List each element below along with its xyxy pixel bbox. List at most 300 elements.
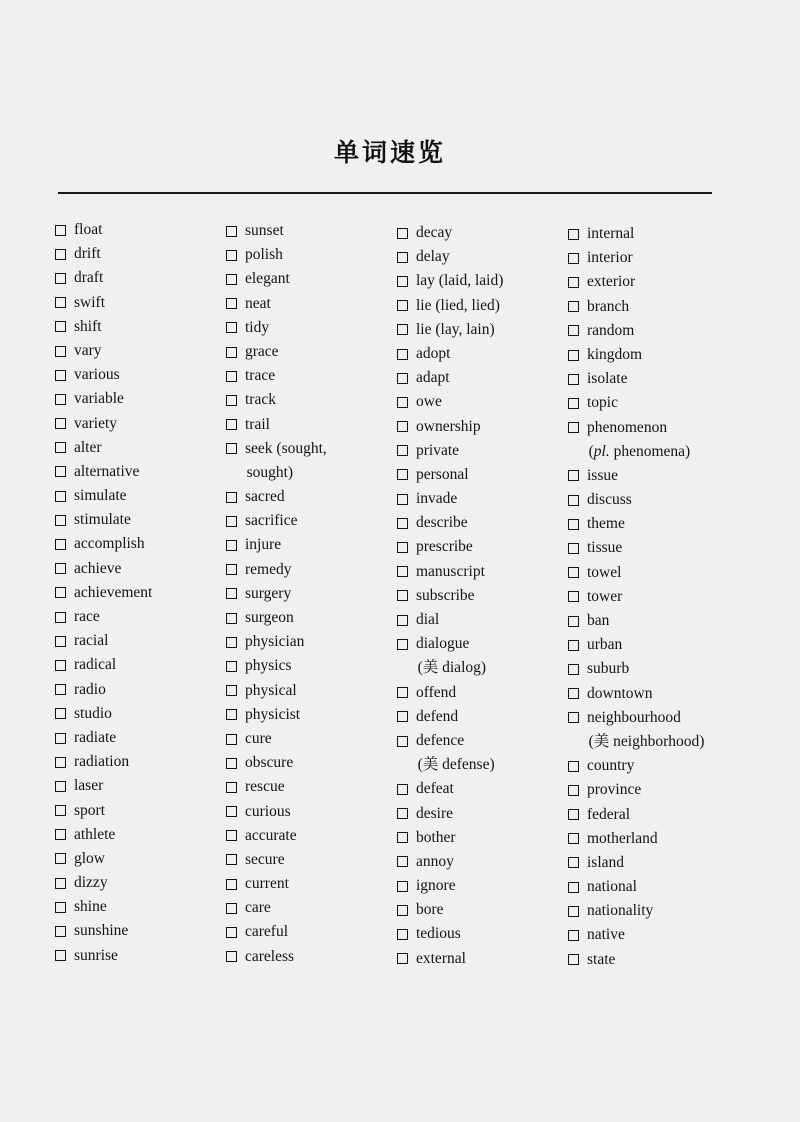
word-entry [397,342,572,366]
word-text: care [245,899,271,917]
checkbox-icon[interactable] [55,878,66,889]
checkbox-icon[interactable] [397,518,408,529]
word-text: isolate [587,370,628,388]
word-entry [397,439,572,463]
word-entry [55,847,230,871]
checkbox-icon[interactable] [397,252,408,263]
checkbox-icon[interactable] [397,881,408,892]
word-text: motherland [587,829,658,847]
checkbox-icon[interactable] [397,736,408,747]
checkbox-icon[interactable] [55,515,66,526]
checkbox-icon[interactable] [568,253,579,264]
word-entry [397,802,572,826]
word-text: variable [74,390,124,408]
checkbox-icon[interactable] [226,395,237,406]
checkbox-icon[interactable] [397,324,408,335]
word-entry [55,653,230,677]
word-entry [55,484,230,508]
word-text: country [587,757,635,775]
checkbox-icon[interactable] [226,492,237,503]
checkbox-icon[interactable] [226,661,237,672]
word-entry [397,221,572,245]
word-entry [568,295,743,319]
checkbox-icon[interactable] [568,833,579,844]
word-text: simulate [74,487,127,505]
word-entry [55,339,230,363]
checkbox-icon[interactable] [226,758,237,769]
checkbox-icon[interactable] [397,905,408,916]
word-text: dialogue [416,635,470,653]
word-entry [568,319,743,343]
checkbox-icon[interactable] [568,301,579,312]
word-entry [568,561,743,585]
checkbox-icon[interactable] [568,422,579,433]
word-text: surgery [245,584,292,602]
checkbox-icon[interactable] [397,784,408,795]
word-entry [55,750,230,774]
checkbox-icon[interactable] [226,951,237,962]
word-text: sought) [246,463,294,481]
checkbox-icon[interactable] [568,761,579,772]
checkbox-icon[interactable] [226,274,237,285]
word-text: adapt [416,369,450,387]
checkbox-icon[interactable] [568,785,579,796]
word-text: defend [416,707,459,725]
word-text: random [587,321,635,339]
word-text: lie (lied, lied) [416,296,500,314]
word-text: lay (laid, laid) [416,272,504,290]
checkbox-icon[interactable] [55,733,66,744]
word-entry [397,560,572,584]
checkbox-icon[interactable] [397,590,408,601]
word-text: lie (lay, lain) [416,320,495,338]
word-text: draft [74,269,104,287]
word-entry [55,702,230,726]
checkbox-icon[interactable] [55,902,66,913]
word-entry [397,535,572,559]
checkbox-icon[interactable] [226,322,237,333]
word-entry [568,682,743,706]
word-text: bother [416,828,456,846]
word-entry [55,532,230,556]
checkbox-icon[interactable] [226,903,237,914]
word-text: alternative [74,462,140,480]
word-text: theme [587,515,625,533]
word-text: province [587,781,642,799]
plural-abbrev: pl. [593,442,610,460]
word-entry [55,291,230,315]
word-column-1 [55,218,230,968]
word-text: stimulate [74,511,131,529]
word-text: tissue [587,539,623,557]
word-entry [397,729,572,753]
word-entry [226,848,401,872]
word-text: trace [245,367,276,385]
word-text: desire [416,804,454,822]
word-entry-continuation [226,461,401,485]
word-text: issue [587,466,618,484]
checkbox-icon[interactable] [568,519,579,530]
checkbox-icon[interactable] [397,929,408,940]
checkbox-icon[interactable] [226,709,237,720]
checkbox-icon[interactable] [568,350,579,361]
word-entry [226,243,401,267]
word-entry [55,363,230,387]
checkbox-icon[interactable] [397,953,408,964]
word-text: (美 neighborhood) [588,732,705,750]
word-text: exterior [587,273,636,291]
checkbox-icon[interactable] [226,637,237,648]
checkbox-icon[interactable] [568,664,579,675]
checkbox-icon[interactable] [226,443,237,454]
word-text: suburb [587,660,630,678]
word-text: prescribe [416,538,473,556]
word-text: dial [416,611,440,628]
checkbox-icon[interactable] [397,808,408,819]
checkbox-icon[interactable] [568,470,579,481]
word-entry [55,218,230,242]
checkbox-icon[interactable] [568,325,579,336]
word-text: accomplish [74,535,145,553]
word-entry [397,366,572,390]
word-entry [226,437,401,461]
title-divider [58,192,712,194]
word-text: phenomena) [613,442,691,460]
checkbox-icon[interactable] [397,445,408,456]
checkbox-icon[interactable] [397,832,408,843]
checkbox-icon[interactable] [226,927,237,938]
checkbox-icon[interactable] [55,539,66,550]
word-entry [568,585,743,609]
word-entry [226,679,401,703]
word-text: drift [74,245,101,263]
checkbox-icon[interactable] [397,711,408,722]
word-text: elegant [245,270,290,288]
word-entry [568,827,743,851]
checkbox-icon[interactable] [55,394,66,405]
word-column-4 [568,222,743,972]
word-text: interior [587,249,633,267]
checkbox-icon[interactable] [568,882,579,893]
word-text: decay [416,224,453,241]
checkbox-icon[interactable] [226,734,237,745]
checkbox-icon[interactable] [568,374,579,385]
word-entry [55,944,230,968]
checkbox-icon[interactable] [55,853,66,864]
checkbox-icon[interactable] [55,249,66,260]
word-entry [397,632,572,656]
word-text: sunset [245,222,284,239]
word-entry [55,557,230,581]
checkbox-icon[interactable] [226,371,237,382]
word-entry [568,536,743,560]
word-entry [55,871,230,895]
checkbox-icon[interactable] [397,469,408,480]
word-entry [397,294,572,318]
checkbox-icon[interactable] [55,781,66,792]
checkbox-icon[interactable] [226,564,237,575]
checkbox-icon[interactable] [226,879,237,890]
word-entry [397,415,572,439]
checkbox-icon[interactable] [568,640,579,651]
word-text: radio [74,680,106,698]
word-text: neat [245,294,271,312]
word-entry-continuation [568,440,743,464]
word-text: urban [587,636,623,654]
checkbox-icon[interactable] [568,567,579,578]
word-entry [226,582,401,606]
checkbox-icon[interactable] [55,829,66,840]
checkbox-icon[interactable] [55,466,66,477]
checkbox-icon[interactable] [55,491,66,502]
word-entry [55,460,230,484]
word-text: physician [245,633,305,651]
word-text: defence [416,731,465,749]
word-entry [55,412,230,436]
word-entry [397,318,572,342]
word-entry [55,315,230,339]
word-text: branch [587,297,630,315]
checkbox-icon[interactable] [55,273,66,284]
checkbox-icon[interactable] [55,297,66,308]
checkbox-icon[interactable] [55,636,66,647]
word-entry [397,681,572,705]
checkbox-icon[interactable] [55,346,66,357]
checkbox-icon[interactable] [397,615,408,626]
checkbox-icon[interactable] [568,809,579,820]
checkbox-icon[interactable] [55,757,66,768]
checkbox-icon[interactable] [55,563,66,574]
checkbox-icon[interactable] [568,543,579,554]
word-text: remedy [245,560,292,578]
checkbox-icon[interactable] [55,660,66,671]
word-text: injure [245,536,282,554]
word-entry [55,508,230,532]
word-text: external [416,949,466,967]
checkbox-icon[interactable] [55,370,66,381]
checkbox-icon[interactable] [226,830,237,841]
word-text: achievement [74,583,153,601]
word-entry [568,803,743,827]
checkbox-icon[interactable] [226,250,237,261]
word-text: trail [245,415,270,433]
word-entry [226,727,401,751]
checkbox-icon[interactable] [397,542,408,553]
checkbox-icon[interactable] [397,566,408,577]
word-text: dizzy [74,874,108,892]
word-text: shine [74,898,107,916]
checkbox-icon[interactable] [55,587,66,598]
word-text: owe [416,393,442,411]
checkbox-icon[interactable] [226,806,237,817]
word-entry [55,678,230,702]
checkbox-icon[interactable] [226,540,237,551]
word-entry [568,875,743,899]
word-entry [397,705,572,729]
word-text: various [74,366,120,384]
word-text: current [245,875,289,893]
checkbox-icon[interactable] [397,639,408,650]
checkbox-icon[interactable] [55,225,66,236]
word-text: nationality [587,902,654,920]
checkbox-icon[interactable] [226,226,237,237]
checkbox-icon[interactable] [55,684,66,695]
checkbox-icon[interactable] [568,616,579,627]
word-text: discuss [587,491,632,509]
word-text: neighbourhood [587,708,681,726]
word-text: offend [416,683,457,701]
word-text: racial [74,632,109,650]
word-text: seek (sought, [245,439,327,457]
checkbox-icon[interactable] [226,854,237,865]
checkbox-icon[interactable] [226,782,237,793]
word-text: physical [245,681,297,699]
checkbox-icon[interactable] [568,495,579,506]
word-entry [226,920,401,944]
checkbox-icon[interactable] [568,688,579,699]
word-text: polish [245,246,283,264]
checkbox-icon[interactable] [568,857,579,868]
word-entry [226,292,401,316]
word-entry [226,533,401,557]
word-entry [55,387,230,411]
checkbox-icon[interactable] [226,685,237,696]
word-text: obscure [245,754,294,772]
word-text: race [74,608,100,625]
word-entry [397,874,572,898]
word-text: radical [74,656,117,674]
word-entry [226,775,401,799]
word-text: studio [74,704,112,722]
checkbox-icon[interactable] [568,954,579,965]
word-text: sacrifice [245,512,298,530]
word-entry [568,512,743,536]
word-entry [55,919,230,943]
word-text: radiate [74,728,117,746]
word-entry [226,872,401,896]
word-text: federal [587,805,631,823]
checkbox-icon[interactable] [397,300,408,311]
checkbox-icon[interactable] [568,930,579,941]
word-entry [397,269,572,293]
word-text: athlete [74,825,116,843]
word-entry [568,778,743,802]
checkbox-icon[interactable] [568,591,579,602]
word-text: float [74,221,103,238]
checkbox-icon[interactable] [55,321,66,332]
checkbox-icon[interactable] [226,516,237,527]
word-entry [568,657,743,681]
checkbox-icon[interactable] [568,712,579,723]
word-text: cure [245,729,272,747]
word-entry-continuation [568,730,743,754]
checkbox-icon[interactable] [397,228,408,239]
word-text: physicist [245,705,301,723]
checkbox-icon[interactable] [55,442,66,453]
word-entry [397,922,572,946]
word-text: tidy [245,318,270,336]
checkbox-icon[interactable] [568,277,579,288]
checkbox-icon[interactable] [397,276,408,287]
word-text: careless [245,947,295,965]
checkbox-icon[interactable] [397,494,408,505]
checkbox-icon[interactable] [397,856,408,867]
word-entry [226,558,401,582]
word-entry [226,316,401,340]
word-text: topic [587,394,618,412]
checkbox-icon[interactable] [226,588,237,599]
checkbox-icon[interactable] [397,373,408,384]
word-text: phenomenon [587,418,668,436]
checkbox-icon[interactable] [397,349,408,360]
word-text: swift [74,293,105,311]
word-entry [568,633,743,657]
checkbox-icon[interactable] [397,397,408,408]
word-text: (美 defense) [417,756,495,774]
word-entry [226,751,401,775]
checkbox-icon[interactable] [55,418,66,429]
word-entry [55,629,230,653]
word-entry [568,706,743,730]
word-entry [55,605,230,629]
word-entry [568,899,743,923]
word-text: adopt [416,344,451,362]
checkbox-icon[interactable] [226,613,237,624]
checkbox-icon[interactable] [397,421,408,432]
checkbox-icon[interactable] [568,906,579,917]
word-text: invade [416,490,458,508]
word-text: ban [587,612,610,629]
word-text: laser [74,777,104,795]
checkbox-icon[interactable] [397,687,408,698]
word-text: personal [416,465,469,483]
word-entry [397,245,572,269]
word-entry [397,390,572,414]
word-entry [55,799,230,823]
checkbox-icon[interactable] [568,229,579,240]
word-entry [397,850,572,874]
checkbox-icon[interactable] [55,950,66,961]
word-entry [397,947,572,971]
word-text: national [587,878,637,896]
word-entry [568,464,743,488]
word-text: towel [587,563,622,581]
checkbox-icon[interactable] [568,398,579,409]
checkbox-icon[interactable] [55,612,66,623]
word-entry [568,343,743,367]
word-entry [55,774,230,798]
word-text: sunrise [74,946,118,964]
word-text: tedious [416,925,461,943]
word-entry [226,340,401,364]
checkbox-icon[interactable] [226,298,237,309]
word-column-3 [397,221,572,971]
checkbox-icon[interactable] [55,805,66,816]
word-column-2 [226,219,401,969]
word-text: surgeon [245,609,294,626]
word-text: alter [74,438,102,456]
word-text: grace [245,342,279,360]
checkbox-icon[interactable] [226,347,237,358]
checkbox-icon[interactable] [55,926,66,937]
word-text: internal [587,225,635,242]
word-entry [568,923,743,947]
checkbox-icon[interactable] [226,419,237,430]
word-text: kingdom [587,345,643,363]
checkbox-icon[interactable] [55,708,66,719]
word-entry [568,391,743,415]
word-entry [226,388,401,412]
